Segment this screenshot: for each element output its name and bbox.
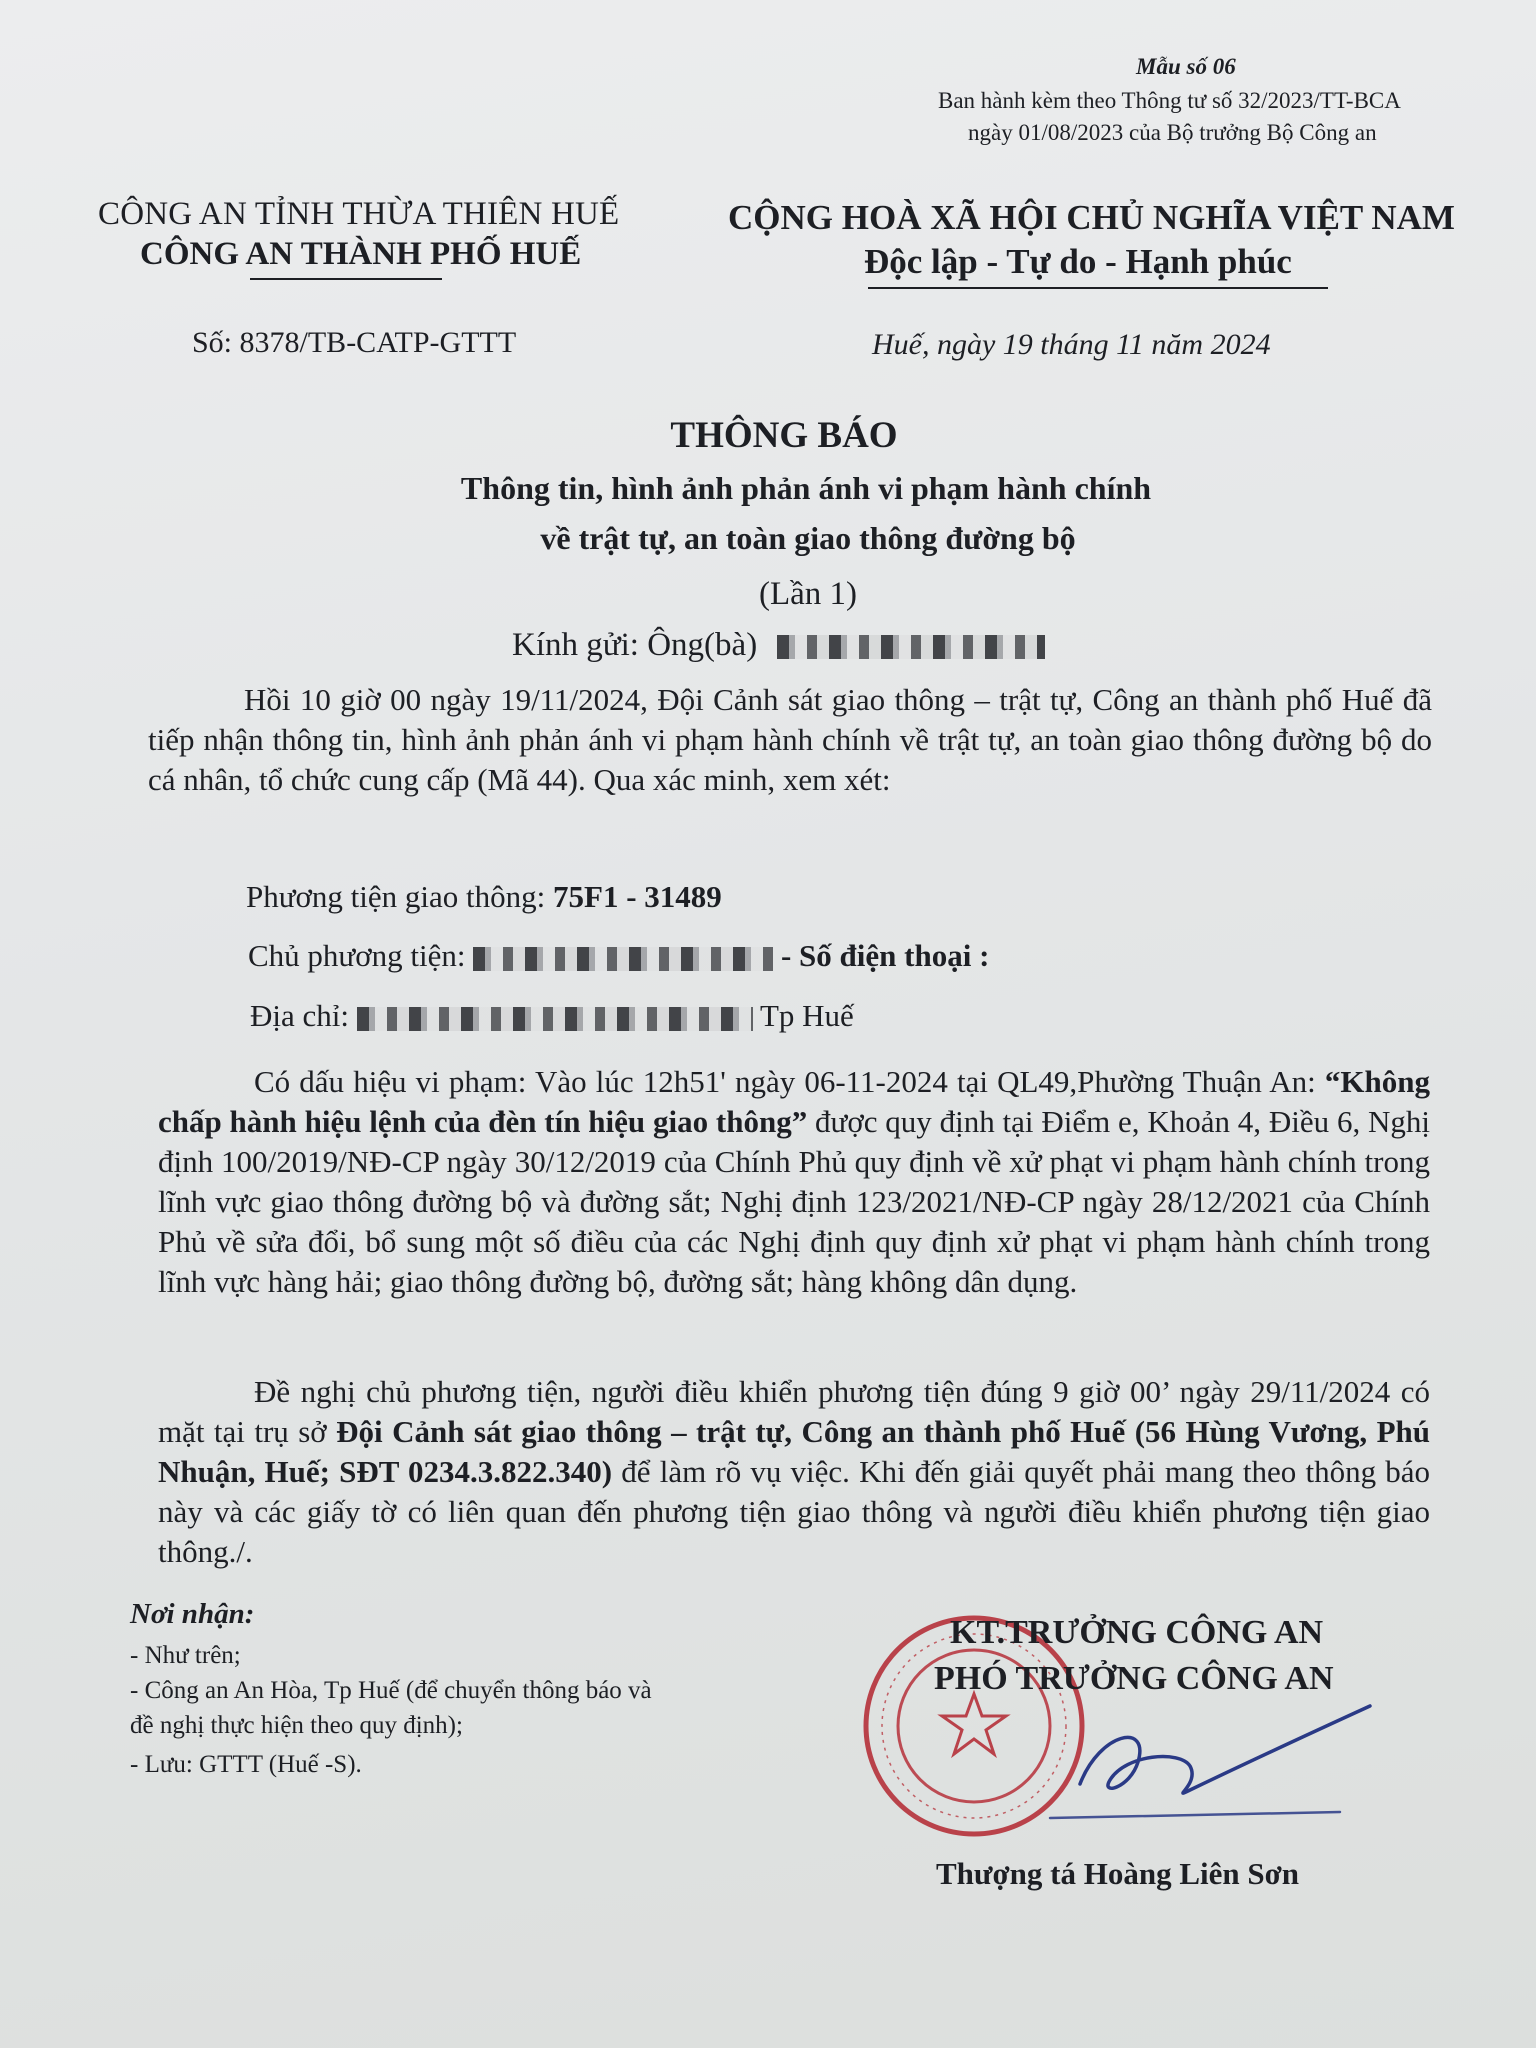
agency-name: CÔNG AN THÀNH PHỐ HUẾ [140,236,582,272]
vehicle-line [246,879,722,915]
paragraph-violation [158,1062,1430,1302]
form-number: Mẫu số 06 [1136,54,1236,79]
motto-underline [868,287,1328,289]
request-office: Đội Cảnh sát giao thông – trật tự, Công an thành phố Huế (56 Hùng Vương, Phú Nhuận, Huế; SĐT 0234.3.822.340) [158,1414,1430,1489]
request-intro: Đề nghị chủ phương tiện, người điều khiển phương tiện đúng 9 giờ 00’ ngày 29/11/2024 có mặt tại trụ sở [158,1374,1430,1449]
receivers-title: Nơi nhận: [130,1598,255,1630]
country-name: CỘNG HOÀ XÃ HỘI CHỦ NGHĨA VIỆT NAM [728,198,1455,237]
signature-title-2: PHÓ TRƯỞNG CÔNG AN [934,1660,1334,1697]
signer-name: Thượng tá Hoàng Liên Sơn [936,1856,1300,1891]
redacted-recipient-name [777,635,1045,659]
document-subtitle-1: Thông tin, hình ảnh phản ánh vi phạm hành chính [460,470,1152,506]
signature-title-1: KT.TRƯỞNG CÔNG AN [950,1614,1324,1651]
agency-underline [250,278,442,280]
owner-line [248,938,989,974]
receiver-item: - Lưu: GTTT (Huế -S). [130,1751,362,1778]
form-issued-line-2: ngày 01/08/2023 của Bộ trưởng Bộ Công an [968,120,1377,145]
document-title: THÔNG BÁO [670,415,898,456]
receiver-item: - Công an An Hòa, Tp Huế (để chuyển thông báo và [130,1677,652,1704]
national-motto: Độc lập - Tự do - Hạnh phúc [864,242,1292,281]
notice-count: (Lần 1) [758,576,858,612]
violation-legal-basis: được quy định tại Điểm e, Khoản 4, Điều 6, Nghị định 100/2019/NĐ-CP ngày 30/12/2019 của Chính Phủ quy định về xử phạt vi phạm hành chính trong lĩnh vực giao thông đường bộ và đường sắt; Nghị định 123/2021/NĐ-CP ngày 28/12/2021 của Chính Phủ về sửa đổi, bổ sung một số điều của các Nghị định quy định xử phạt vi phạm hành chính trong lĩnh vực hàng hải; giao thông đường bộ, đường sắt; hàng không dân dụng. [158,1104,1431,1299]
document-number: Số: 8378/TB-CATP-GTTT [192,326,517,359]
address-label: Địa chỉ: [250,998,357,1033]
address-tail: Tp Huế [752,998,854,1033]
owner-label: Chủ phương tiện: [248,938,474,973]
handwritten-signature [1040,1692,1400,1842]
place-date: Huế, ngày 19 tháng 11 năm 2024 [872,328,1271,361]
address-line [250,998,854,1034]
form-issued-line-1: Ban hành kèm theo Thông tư số 32/2023/TT-BCA [938,88,1401,113]
phone-label: - Số điện thoại : [773,938,990,973]
document-subtitle-2: về trật tự, an toàn giao thông đường bộ [540,520,1076,556]
vehicle-plate: 75F1 - 31489 [553,879,722,914]
receiver-item: - Như trên; [130,1642,241,1669]
recipient-line [512,627,1045,664]
recipient-label: Kính gửi: Ông(bà) [512,627,758,663]
violation-name: “Không chấp hành hiệu lệnh của đèn tín hiệu giao thông” [158,1064,1430,1139]
vehicle-label: Phương tiện giao thông: [246,879,554,914]
receiver-item: đề nghị thực hiện theo quy định); [130,1712,463,1739]
paragraph-request [158,1372,1430,1572]
redacted-address [357,1007,753,1031]
redacted-owner-name [473,947,773,971]
violation-intro: Có dấu hiệu vi phạm: Vào lúc 12h51' ngày 06-11-2024 tại QL49,Phường Thuận An: [254,1064,1325,1099]
paragraph-intro [148,680,1432,800]
agency-parent: CÔNG AN TỈNH THỪA THIÊN HUẾ [98,196,620,232]
request-details: để làm rõ vụ việc. Khi đến giải quyết phải mang theo thông báo này và các giấy tờ có liên quan đến phương tiện giao thông và người điều khiển phương tiện giao thông./. [158,1454,1430,1569]
paragraph-intro-text: Hồi 10 giờ 00 ngày 19/11/2024, Đội Cảnh sát giao thông – trật tự, Công an thành phố Huế đã tiếp nhận thông tin, hình ảnh phản ánh vi phạm hành chính về trật tự, an toàn giao thông đường bộ do cá nhân, tổ chức cung cấp (Mã 44). Qua xác minh, xem xét: [148,682,1432,797]
